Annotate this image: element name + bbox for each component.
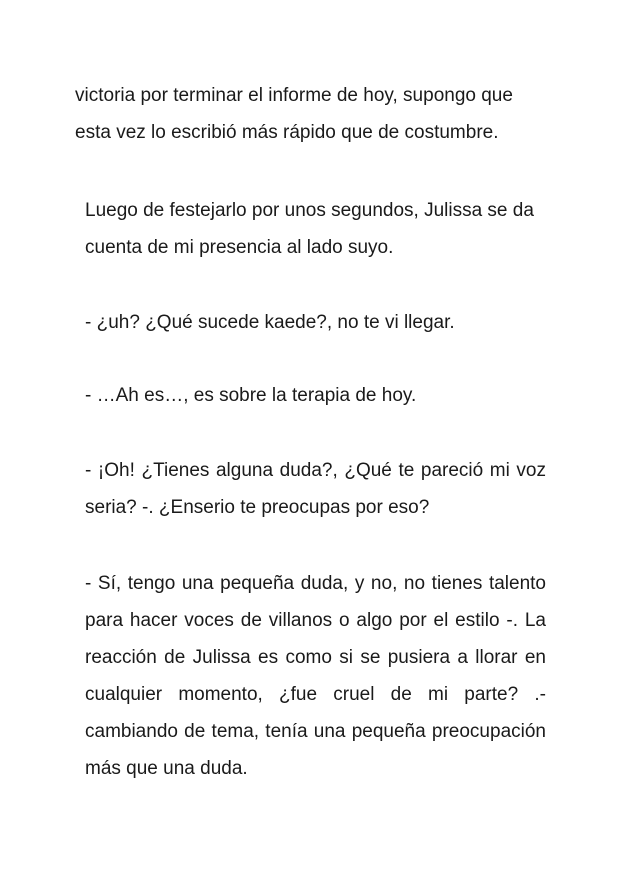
paragraph-text: - Sí, tengo una pequeña duda, y no, no tienes talento para hacer voces de villanos o algo por el estilo -. La reacción de Julissa es como si se pusiera a llorar en cualquier momento, ¿fue cruel de mi parte? .- cambiando de tema, tenía una pequeña preocupación más que una duda. xyxy=(85,573,546,779)
paragraph-text: - …Ah es…, es sobre la terapia de hoy. xyxy=(85,385,417,406)
dialogue-line-4 xyxy=(75,565,546,787)
paragraph-text: Luego de festejarlo por unos segundos, Julissa se da cuenta de mi presencia al lado suyo. xyxy=(85,200,534,258)
paragraph-text: victoria por terminar el informe de hoy, supongo que esta vez lo escribió más rápido que de costumbre. xyxy=(75,85,513,143)
dialogue-line-2 xyxy=(75,377,546,414)
paragraph-text: - ¿uh? ¿Qué sucede kaede?, no te vi llegar. xyxy=(85,312,455,333)
paragraph-1 xyxy=(75,77,546,151)
paragraph-text: - ¡Oh! ¿Tienes alguna duda?, ¿Qué te pareció mi voz seria? -. ¿Enserio te preocupas por eso? xyxy=(85,460,546,518)
dialogue-line-1 xyxy=(75,304,546,341)
dialogue-line-3 xyxy=(75,452,546,526)
paragraph-2 xyxy=(75,192,546,266)
